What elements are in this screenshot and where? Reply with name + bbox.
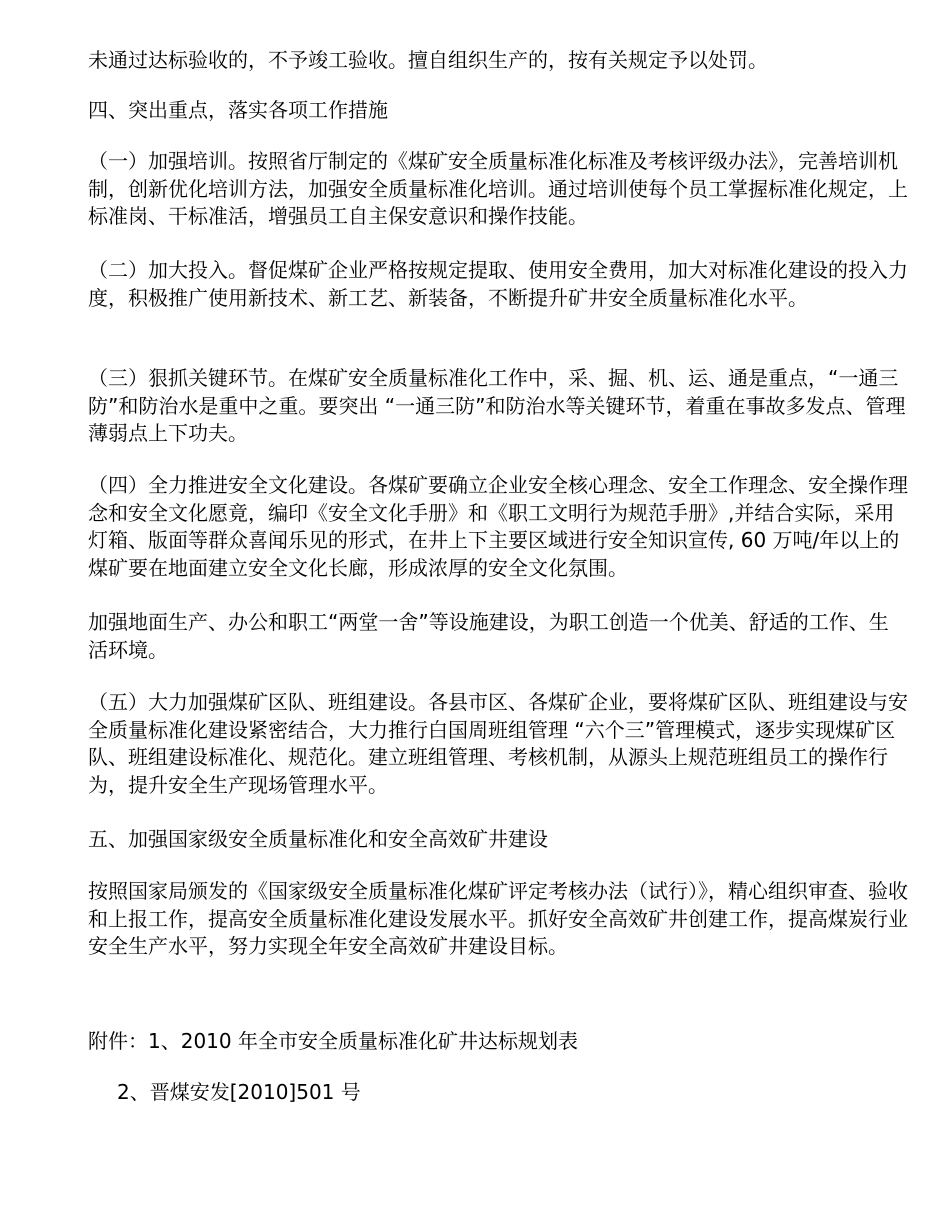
paragraph-team-building: （五）大力加强煤矿区队、班组建设。各县市区、各煤矿企业，要将煤矿区队、班组建设与安全质量标准化建设紧密结合，大力推行白国周班组管理 “六个三”管理模式，逐步实现煤矿区队、班组建设标准化、规范化。建立班组管理、考核机制，从源头上规范班组员工的操作行为，提升安全生产现场管理水平。 [88,690,908,797]
paragraph-national-standard: 按照国家局颁发的《国家级安全质量标准化煤矿评定考核办法（试行）》，精心组织审查、验收和上报工作，提高安全质量标准化建设发展水平。抓好安全高效矿井创建工作，提高煤炭行业安全生产水平，努力实现全年安全高效矿井建设目标。 [88,879,908,958]
attachment-item-2: 2、晋煤安发[2010]501 号 [117,1080,361,1104]
paragraph-investment: （二）加大投入。督促煤矿企业严格按规定提取、使用安全费用，加大对标准化建设的投入力度，积极推广使用新技术、新工艺、新装备，不断提升矿井安全质量标准化水平。 [88,258,908,310]
paragraph-acceptance-rule: 未通过达标验收的，不予竣工验收。擅自组织生产的，按有关规定予以处罚。 [88,48,768,72]
section-heading-five: 五、加强国家级安全质量标准化和安全高效矿井建设 [88,827,548,851]
attachment-item-1: 附件：1、2010 年全市安全质量标准化矿井达标规划表 [88,1029,578,1053]
paragraph-safety-culture: （四）全力推进安全文化建设。各煤矿要确立企业安全核心理念、安全工作理念、安全操作理念和安全文化愿竟，编印《安全文化手册》和《职工文明行为规范手册》,并结合实际，采用灯箱、版面等群众喜闻乐见的形式，在井上下主要区域进行安全知识宣传, 60 万吨/年以上的煤矿要在地面建立安全文化长廊，形成浓厚的安全文化氛围。 [88,473,908,580]
paragraph-key-links: （三）狠抓关键环节。在煤矿安全质量标准化工作中，采、掘、机、运、通是重点，“一通三防”和防治水是重中之重。要突出 “一通三防”和防治水等关键环节，着重在事故多发点、管理薄弱点上下功夫。 [88,366,906,445]
section-heading-four: 四、突出重点，落实各项工作措施 [88,98,388,122]
paragraph-training: （一）加强培训。按照省厅制定的《煤矿安全质量标准化标准及考核评级办法》，完善培训机制，创新优化培训方法，加强安全质量标准化培训。通过培训使每个员工掌握标准化规定，上标准岗、干标准活，增强员工自主保安意识和操作技能。 [88,149,908,228]
paragraph-facilities: 加强地面生产、办公和职工“两堂一舍”等设施建设，为职工创造一个优美、舒适的工作、生活环境。 [88,610,889,662]
